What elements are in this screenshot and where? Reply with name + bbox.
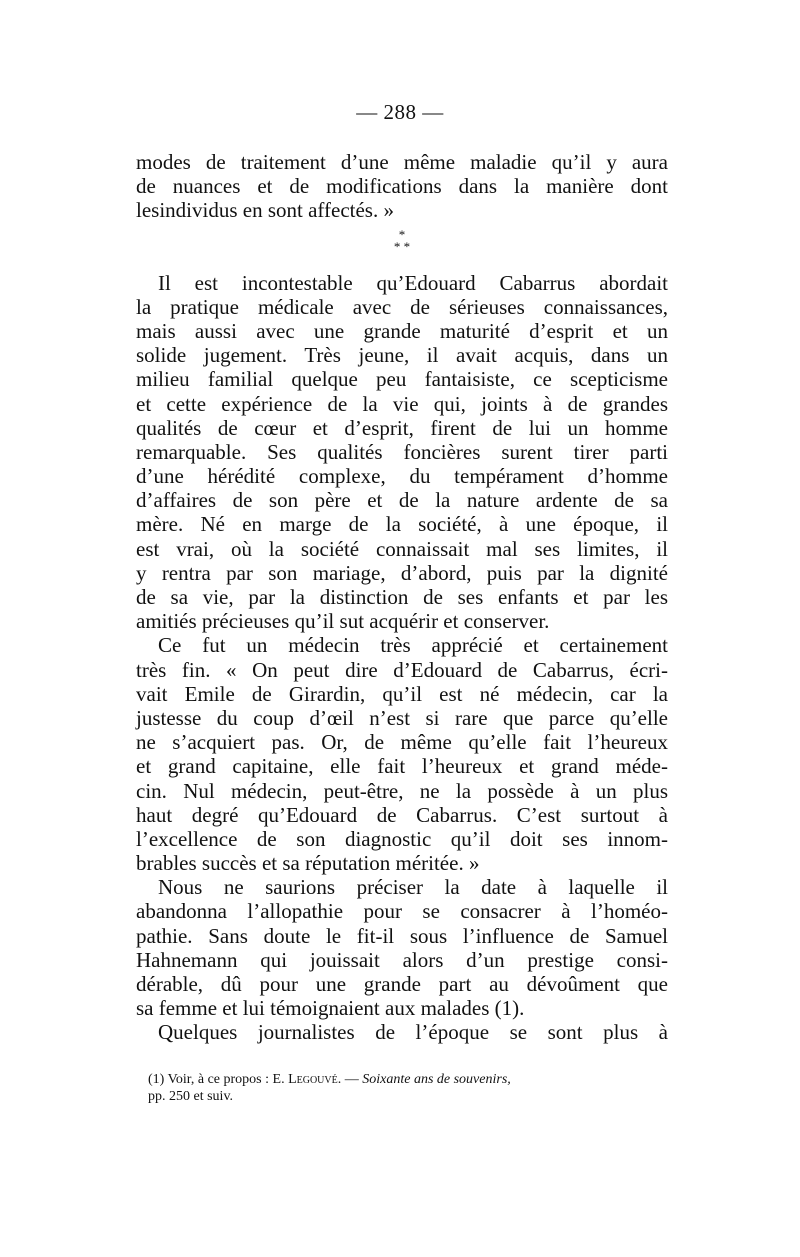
- text-line: brables succès et sa réputation méritée. »: [136, 851, 480, 876]
- text-line: ne s’acquiert pas. Or, de même qu’elle fait l’heureux: [136, 730, 668, 755]
- text-line: vait Emile de Girardin, qu’il est né médecin, car la: [136, 681, 668, 706]
- text-line: milieu familial quelque peu fantaisiste, ce scepticisme: [136, 367, 668, 392]
- text-line: amitiés précieuses qu’il sut acquérir et conserver.: [136, 609, 550, 634]
- text-line: haut degré qu’Edouard de Cabarrus. C’est surtout à: [136, 802, 668, 827]
- text-line: et cette expérience de la vie qui, joints à de grandes: [136, 391, 668, 416]
- text-line: de nuances et de modifications dans la manière dont: [136, 174, 668, 199]
- footnote-pages: pp. 250 et suiv.: [148, 1089, 234, 1104]
- text-line: d’une hérédité complexe, du tempérament d’homme: [136, 464, 668, 489]
- text-line: l’excellence de son diagnostic qu’il doit ses innom-: [136, 826, 668, 851]
- text-line: abandonna l’allopathie pour se consacrer à l’homéo-: [136, 899, 668, 924]
- text-line: est vrai, où la société connaissait mal ses limites, il: [136, 536, 668, 561]
- text-line: sa femme et lui témoignaient aux malades (1).: [136, 996, 525, 1021]
- text-line: remarquable. Ses qualités foncières surent tirer parti: [136, 439, 668, 464]
- section-separator: [136, 223, 668, 271]
- text-line: de sa vie, par la distinction de ses enfants et par les: [136, 585, 668, 609]
- text-line: très fin. « On peut dire d’Edouard de Cabarrus, écri-: [136, 657, 668, 682]
- text-line: qualités de cœur et d’esprit, firent de lui un homme: [136, 415, 668, 440]
- text-line: justesse du coup d’œil n’est si rare que parce qu’elle: [136, 705, 668, 730]
- text-line: mais aussi avec une grande maturité d’esprit et un: [136, 318, 668, 343]
- footnote-marker: (1) Voir, à ce propos :: [148, 1072, 270, 1087]
- footnote-line: [148, 1071, 668, 1088]
- asterism-glyph: [382, 226, 422, 254]
- text-line: Quelques journalistes de l’époque se sont plus à: [158, 1020, 668, 1045]
- text-line: la pratique médicale avec de sérieuses connaissances,: [136, 294, 668, 319]
- text-line: Il est incontestable qu’Edouard Cabarrus abordait: [158, 270, 668, 295]
- text-line: et grand capitaine, elle fait l’heureux et grand méde-: [136, 754, 668, 779]
- footnote: [148, 1071, 668, 1105]
- text-line: solide jugement. Très jeune, il avait acquis, dans un: [136, 343, 668, 368]
- asterism-bottom: * *: [393, 238, 411, 254]
- text-line: y rentra par son mariage, d’abord, puis par la dignité: [136, 560, 668, 585]
- page-number: — 288 —: [356, 100, 444, 124]
- text-line: pathie. Sans doute le fit-il sous l’influence de Samuel: [136, 923, 668, 948]
- text-line: mère. Né en marge de la société, à une époque, il: [136, 512, 668, 537]
- footnote-title: Soixante ans de souvenirs,: [362, 1072, 511, 1087]
- text-line: Ce fut un médecin très apprécié et certainement: [158, 633, 668, 658]
- text-line: Hahnemann qui jouissait alors d’un prestige consi-: [136, 947, 668, 972]
- text-line: cin. Nul médecin, peut-être, ne la possède à un plus: [136, 778, 668, 803]
- footnote-author: E. Legouvé.: [272, 1072, 342, 1087]
- footnote-dash: —: [344, 1072, 359, 1087]
- text-line: Nous ne saurions préciser la date à laquelle il: [158, 875, 668, 900]
- text-line: lesindividus en sont affectés. »: [136, 198, 394, 223]
- body-text: [136, 150, 668, 1045]
- text-line: d’affaires de son père et de la nature ardente de sa: [136, 488, 668, 513]
- text-line: modes de traitement d’une même maladie qu’il y aura: [136, 150, 668, 174]
- text-line: dérable, dû pour une grande part au dévoûment que: [136, 972, 668, 996]
- asterism-top: *: [398, 226, 406, 242]
